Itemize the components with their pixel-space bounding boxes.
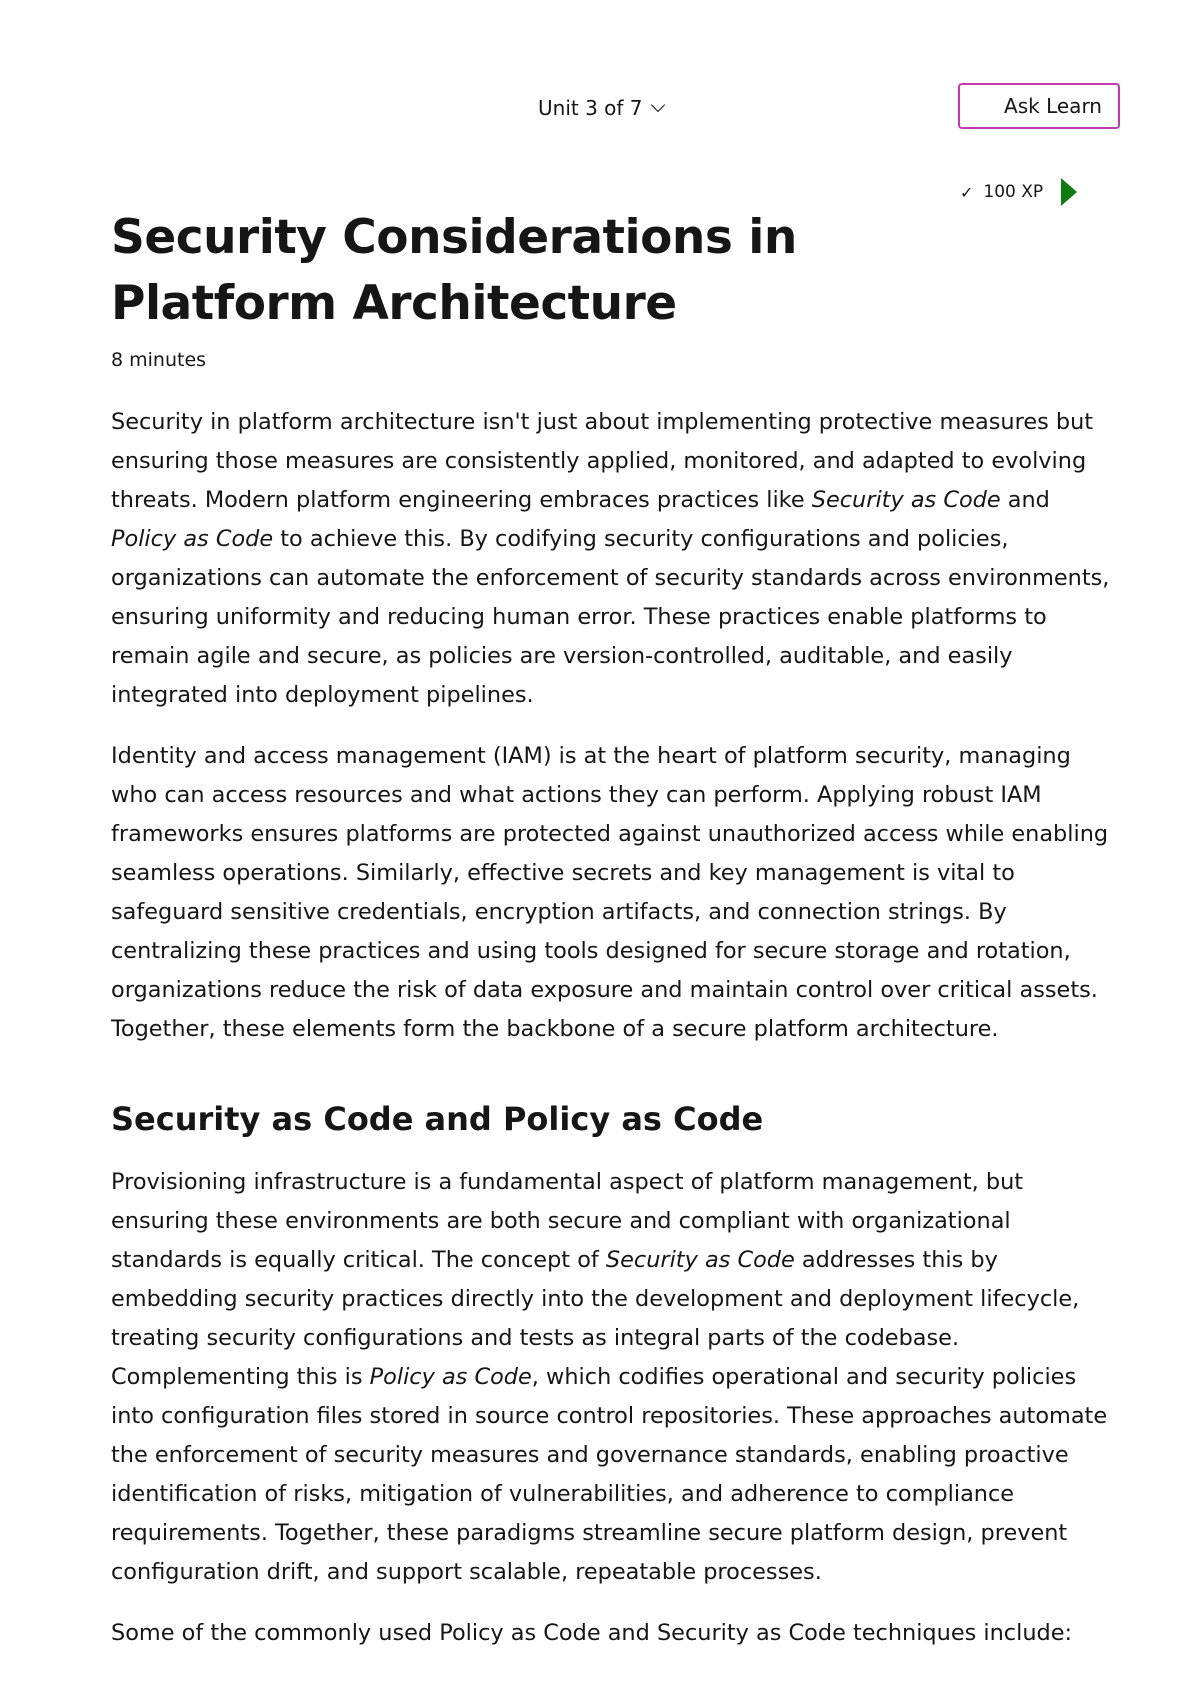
emphasis-security-as-code: Security as Code (811, 487, 1001, 513)
text-run: to achieve this. By codifying security configurations and policies, organizations can automate the enforcement of security standards across environments, ensuring uniformity and reducing human error. These practices enable platforms to remain agile and secure, as policies are version-controlled, auditable, and easily integrated into deployment pipelines. (111, 526, 1110, 708)
paragraph-iam: Identity and access management (IAM) is at the heart of platform security, managing who can access resources and what actions they can perform. Applying robust IAM frameworks ensures platforms are protected against unauthorized access while enabling seamless operations. Similarly, effective secrets and key management is vital to safeguard sensitive credentials, encryption artifacts, and connection strings. By centralizing these practices and using tools designed for secure storage and rotation, organizations reduce the risk of data exposure and maintain control over critical assets. Together, these elements form the backbone of a secure platform architecture. (111, 743, 1109, 1042)
emphasis-security-as-code: Security as Code (605, 1247, 795, 1273)
page-title: Security Considerations in Platform Architecture (111, 210, 797, 331)
text-run: Provisioning infrastructure is a fundamental aspect of platform management, but ensuring these environments are both secure and compliant with organizational standards is equally critical. The concept of (111, 1169, 1024, 1273)
play-icon[interactable] (1061, 178, 1077, 206)
text-run: addresses this by embedding security practices directly into the development and deployment lifecycle, treating security configurations and tests as integral parts of the codebase. Complementing this is (111, 1247, 1080, 1390)
emphasis-policy-as-code: Policy as Code (111, 526, 274, 552)
paragraph-intro (111, 403, 1111, 715)
section-heading: Security as Code and Policy as Code (111, 1100, 764, 1138)
check-icon: ✓ (960, 182, 974, 202)
duration-label: 8 minutes (111, 349, 207, 371)
unit-label: Unit 3 of 7 (538, 96, 643, 120)
chevron-down-icon (650, 98, 664, 112)
xp-indicator (960, 178, 1077, 206)
text-run: Security in platform architecture isn't just about implementing protective measures but ensuring those measures are consistently applied, monitored, and adapted to evolving threats. Modern platform engineering embraces practices like (111, 409, 1094, 513)
paragraph-provisioning (111, 1163, 1111, 1592)
article-content (111, 205, 1111, 1653)
emphasis-policy-as-code: Policy as Code (369, 1364, 532, 1390)
unit-selector[interactable] (538, 96, 663, 120)
text-run: and (1000, 487, 1050, 513)
top-bar (0, 0, 1200, 160)
text-run: , which codifies operational and security policies into configuration files stored in source control repositories. These approaches automate the enforcement of security measures and governance standards, enabling proactive identification of risks, mitigation of vulnerabilities, and adherence to compliance requirements. Together, these paradigms streamline secure platform design, prevent configuration drift, and support scalable, repeatable processes. (111, 1364, 1108, 1585)
xp-label: 100 XP (983, 182, 1044, 202)
paragraph-techniques-intro: Some of the commonly used Policy as Code and Security as Code techniques include: (111, 1620, 1073, 1646)
ask-learn-label: Ask Learn (1004, 94, 1102, 118)
ask-learn-button[interactable] (958, 83, 1120, 129)
